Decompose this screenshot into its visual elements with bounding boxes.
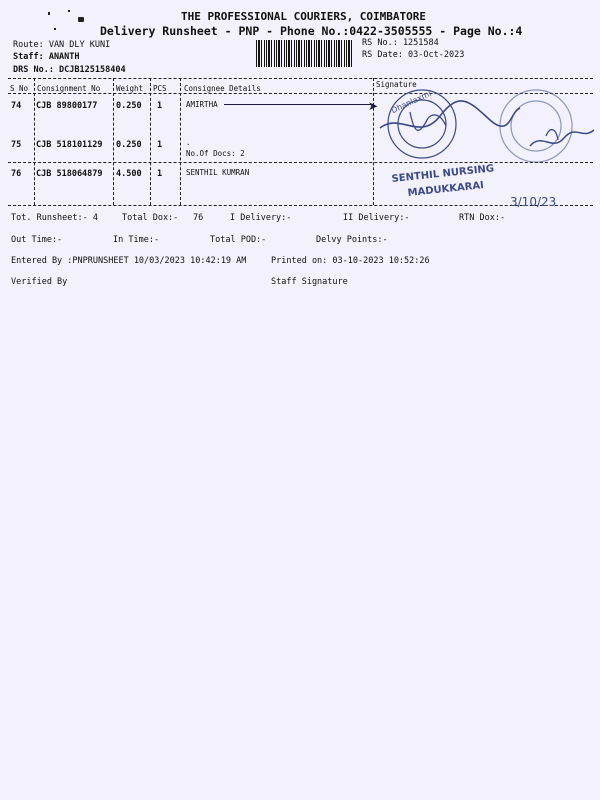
row-76-pcs: 1: [157, 169, 163, 179]
in-time: In Time:-: [113, 235, 160, 245]
printed-on: Printed on: 03-10-2023 10:52:26: [271, 256, 430, 266]
row-76-consignee: SENTHIL KUMRAN: [186, 168, 250, 177]
column-divider: [150, 78, 151, 205]
header-signature: Signature: [376, 80, 417, 89]
handwritten-date: 3/10/23: [510, 195, 557, 209]
entered-by: Entered By :PNPRUNSHEET 10/03/2023 10:42:19 AM: [11, 256, 247, 266]
divider: [8, 78, 593, 79]
staff-label: Staff: ANANTH: [13, 52, 80, 62]
row-75-pcs: 1: [157, 140, 163, 150]
column-divider: [180, 78, 181, 205]
row-75-weight: 0.250: [116, 140, 142, 150]
header-weight: Weight: [116, 84, 144, 93]
column-divider: [113, 78, 114, 205]
drs-number: DRS No.: DCJB125158404: [13, 65, 126, 75]
staff-signature: Staff Signature: [271, 277, 348, 287]
route-label: Route: VAN DLY KUNI: [13, 40, 111, 50]
header-consignment: Consignment No: [37, 84, 101, 93]
row-76-weight: 4.500: [116, 169, 142, 179]
row-75-consignee: .: [186, 138, 191, 147]
scan-mark: [54, 28, 56, 30]
row-74-sno: 74: [11, 101, 22, 111]
scan-mark: [48, 12, 50, 15]
row-75-docs-note: No.Of Docs: 2: [186, 149, 245, 158]
stamp-text: MADUKKARAI: [407, 180, 485, 199]
row-74-consignment: CJB 89800177: [36, 101, 98, 111]
runsheet-title: Delivery Runsheet - PNP - Phone No.:0422-3505555 - Page No.:4: [100, 24, 523, 38]
verified-by: Verified By: [11, 277, 68, 287]
stamp-text: SENTHIL NURSING: [391, 163, 495, 185]
row-74-consignee: AMIRTHA: [186, 100, 218, 109]
scan-mark: [68, 10, 70, 12]
row-75-sno: 75: [11, 140, 22, 150]
header-pcs: PCS: [153, 84, 167, 93]
ii-delivery: II Delivery:-: [343, 213, 410, 223]
out-time: Out Time:-: [11, 235, 63, 245]
rtn-dox: RTN Dox:-: [459, 213, 506, 223]
company-title: THE PROFESSIONAL COURIERS, COIMBATORE: [181, 10, 427, 23]
tot-runsheet: Tot. Runsheet:- 4: [11, 213, 98, 223]
rs-number: RS No.: 1251584: [362, 38, 439, 48]
header-sno: S No: [10, 84, 29, 93]
rs-date: RS Date: 03-Oct-2023: [362, 50, 465, 60]
i-delivery: I Delivery:-: [230, 213, 292, 223]
row-76-sno: 76: [11, 169, 22, 179]
row-74-pcs: 1: [157, 101, 163, 111]
delvy-points: Delvy Points:-: [316, 235, 388, 245]
scan-mark: [78, 17, 84, 22]
total-dox-label: Total Dox:-: [122, 213, 179, 223]
row-76-consignment: CJB 518064879: [36, 169, 103, 179]
column-divider: [34, 78, 35, 205]
total-pod: Total POD:-: [210, 235, 267, 245]
arrow-line: [224, 104, 374, 105]
barcode: [256, 40, 352, 67]
handwritten-signature: [530, 130, 594, 146]
stamp-text: Dhanlaxmi: [389, 88, 433, 116]
row-74-weight: 0.250: [116, 101, 142, 111]
signature-stamps: [370, 82, 598, 212]
header-consignee: Consignee Details: [184, 84, 261, 93]
row-75-consignment: CJB 518101129: [36, 140, 103, 150]
total-dox-value: 76: [193, 213, 204, 223]
arrow-head-icon: ➤: [368, 99, 379, 113]
